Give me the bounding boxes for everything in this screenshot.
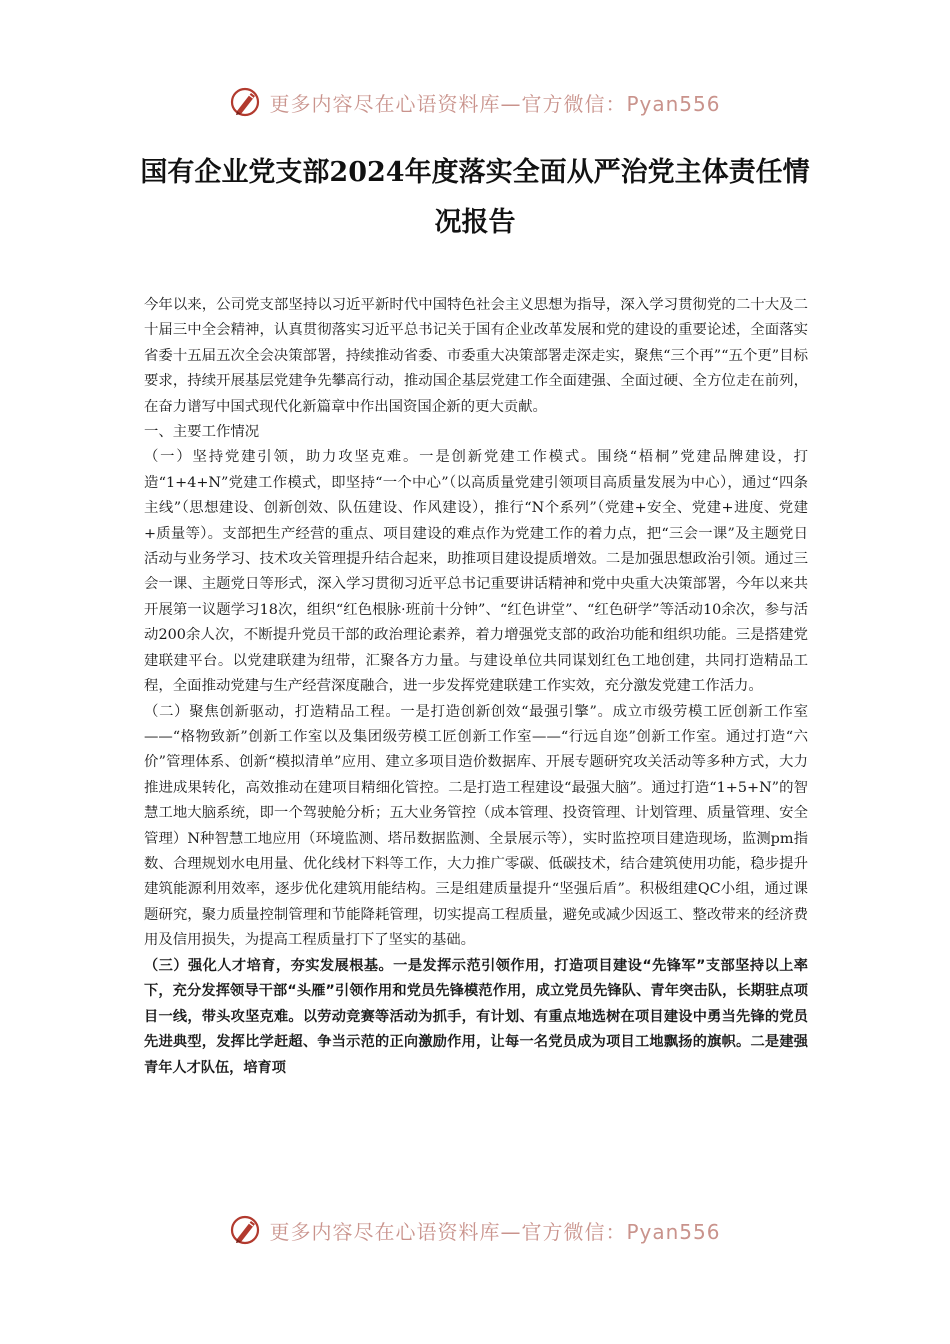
watermark-footer bbox=[0, 1208, 950, 1252]
intro-paragraph: 今年以来，公司党支部坚持以习近平新时代中国特色社会主义思想为指导，深入学习贯彻党的二十大及二十届三中全会精神，认真贯彻落实习近平总书记关于国有企业改革发展和党的建设的重要论述，全面落实省委十五届五次全会决策部署，持续推动省委、市委重大决策部署走深走实，聚焦“三个再”“五个更”目标要求，持续开展基层党建争先攀高行动，推动国企基层党建工作全面建强、全面过硬、全方位走在前列，在奋力谱写中国式现代化新篇章中作出国资国企新的更大贡献。 bbox=[144, 297, 808, 415]
watermark-text: 更多内容尽在心语资料库—官方微信：Pyan556 bbox=[269, 1219, 721, 1244]
paragraph-part-3: （三）强化人才培育，夯实发展根基。一是发挥示范引领作用，打造项目建设“先锋军”支部坚持以上率下，充分发挥领导干部“头雁”引领作用和党员先锋模范作用，成立党员先锋队、青年突击队，长期驻点项目一线，带头攻坚克难。以劳动竞赛等活动为抓手，有计划、有重点地选树在项目建设中勇当先锋的党员先进典型，发挥比学赶超、争当示范的正向激励作用，让每一名党员成为项目工地飘扬的旗帜。二是建强青年人才队伍，培育项 bbox=[144, 957, 808, 1076]
section-heading: 一、主要工作情况 bbox=[144, 424, 260, 441]
pen-logo-icon bbox=[229, 86, 261, 118]
watermark-header bbox=[0, 80, 950, 124]
document-body bbox=[144, 293, 808, 1082]
paragraph-part-1: （一）坚持党建引领，助力攻坚克难。一是创新党建工作模式。围绕“梧桐”党建品牌建设，打造“1+4+N”党建工作模式，即坚持“一个中心”（以高质量党建引领项目高质量发展为中心），通过“四条主线”（思想建设、创新创效、队伍建设、作风建设），推行“N个系列”（党建+安全、党建+进度、党建+质量等）。支部把生产经营的重点、项目建设的难点作为党建工作的着力点，把“三会一课”及主题党日活动与业务学习、技术攻关管理提升结合起来，助推项目建设提质增效。二是加强思想政治引领。通过三会一课、主题党日等形式，深入学习贯彻习近平总书记重要讲话精神和党中央重大决策部署，今年以来共开展第一议题学习18次，组织“红色根脉·班前十分钟”、“红色讲堂”、“红色研学”等活动10余次，参与活动200余人次，不断提升党员干部的政治理论素养，着力增强党支部的政治功能和组织功能。三是搭建党建联建平台。以党建联建为纽带，汇聚各方力量。与建设单位共同谋划红色工地创建，共同打造精品工程，全面推动党建与生产经营深度融合，进一步发挥党建联建工作实效，充分激发党建工作活力。 bbox=[144, 449, 808, 695]
document-title: 国有企业党支部2024年度落实全面从严治党主体责任情况报告 bbox=[140, 157, 810, 238]
pen-logo-icon bbox=[229, 1214, 261, 1246]
paragraph-part-2: （二）聚焦创新驱动，打造精品工程。一是打造创新创效“最强引擎”。成立市级劳模工匠创新工作室——“格物致新”创新工作室以及集团级劳模工匠创新工作室——“行远自迩”创新工作室。通过打造“六价”管理体系、创新“模拟清单”应用、建立多项目造价数据库、开展专题研究攻关活动等多种方式，大力推进成果转化，高效推动在建项目精细化管控。二是打造工程建设“最强大脑”。通过打造“1+5+N”的智慧工地大脑系统，即一个驾驶舱分析；五大业务管控（成本管理、投资管理、计划管理、质量管理、安全管理）N种智慧工地应用（环境监测、塔吊数据监测、全景展示等），实时监控项目建造现场，监测pm指数、合理规划水电用量、优化线材下料等工作，大力推广零碳、低碳技术，结合建筑使用功能，稳步提升建筑能源利用效率，逐步优化建筑用能结构。三是组建质量提升“坚强后盾”。积极组建QC小组，通过课题研究，聚力质量控制管理和节能降耗管理，切实提高工程质量，避免或减少因返工、整改带来的经济费用及信用损失，为提高工程质量打下了坚实的基础。 bbox=[144, 703, 808, 949]
watermark-text: 更多内容尽在心语资料库—官方微信：Pyan556 bbox=[269, 91, 721, 116]
